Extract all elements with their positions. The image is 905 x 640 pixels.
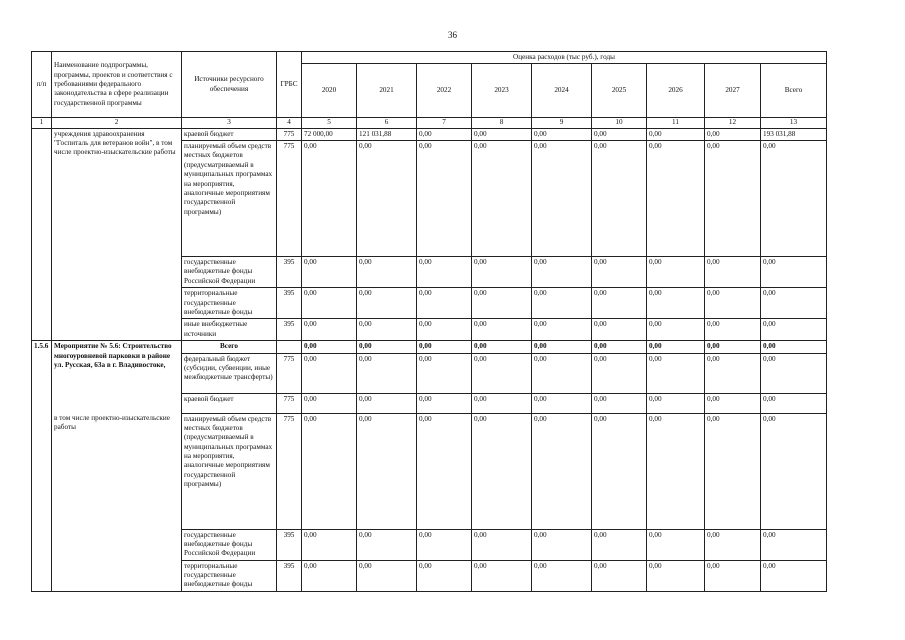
column-number: 9	[532, 118, 592, 128]
value-cell: 0,00	[417, 128, 472, 140]
value-cell: 0,00	[357, 393, 417, 413]
value-cell: 0,00	[417, 560, 472, 591]
value-cell: 0,00	[705, 319, 761, 341]
value-cell: 0,00	[417, 257, 472, 288]
header-source: Источники ресурсного обеспечения	[182, 52, 277, 118]
value-cell: 0,00	[472, 353, 532, 393]
grbs-cell: 395	[277, 560, 302, 591]
header-year: 2021	[357, 64, 417, 118]
column-numbers-row	[32, 118, 827, 128]
value-cell: 0,00	[472, 319, 532, 341]
header-year: 2027	[705, 64, 761, 118]
grbs-cell: 395	[277, 529, 302, 560]
value-cell: 0,00	[357, 529, 417, 560]
total-cell: 0,00	[761, 529, 827, 560]
value-cell: 0,00	[647, 257, 705, 288]
header-name: Наименование подпрограммы, программы, проектов и соответствия с требованиями федерального законодательства в сфере реализации государственной программы	[52, 52, 182, 118]
value-cell: 0,00	[592, 128, 647, 140]
source-cell: планируемый объем средств местных бюджетов (предусматриваемый в муниципальных программах на мероприятия, аналогичные мероприятиям государственной программы)	[182, 413, 277, 529]
value-cell: 0,00	[592, 257, 647, 288]
grbs-cell: 775	[277, 128, 302, 140]
value-cell: 0,00	[705, 413, 761, 529]
value-cell: 0,00	[302, 393, 357, 413]
value-cell: 0,00	[472, 560, 532, 591]
value-cell: 0,00	[592, 141, 647, 257]
value-cell: 0,00	[357, 341, 417, 353]
value-cell: 0,00	[592, 393, 647, 413]
value-cell: 0,00	[647, 128, 705, 140]
value-cell: 0,00	[532, 560, 592, 591]
value-cell: 0,00	[592, 560, 647, 591]
source-cell: территориальные государственные внебюджетные фонды	[182, 288, 277, 319]
header-year: 2024	[532, 64, 592, 118]
expense-table	[31, 51, 827, 592]
column-number: 11	[647, 118, 705, 128]
value-cell: 0,00	[647, 413, 705, 529]
value-cell: 0,00	[592, 341, 647, 353]
value-cell: 0,00	[472, 257, 532, 288]
grbs-cell: 775	[277, 413, 302, 529]
header-year: 2025	[592, 64, 647, 118]
value-cell: 0,00	[472, 341, 532, 353]
source-cell: территориальные государственные внебюджетные фонды	[182, 560, 277, 591]
value-cell: 0,00	[417, 288, 472, 319]
value-cell: 0,00	[357, 288, 417, 319]
column-number: 4	[277, 118, 302, 128]
header-year: 2023	[472, 64, 532, 118]
grbs-cell: 395	[277, 257, 302, 288]
grbs-cell	[277, 341, 302, 353]
value-cell: 0,00	[705, 288, 761, 319]
column-number: 1	[32, 118, 52, 128]
value-cell: 0,00	[647, 529, 705, 560]
source-cell: государственные внебюджетные фонды Российской Федерации	[182, 257, 277, 288]
value-cell: 0,00	[592, 413, 647, 529]
value-cell: 0,00	[592, 319, 647, 341]
value-cell: 0,00	[417, 319, 472, 341]
column-number: 3	[182, 118, 277, 128]
header-grbs: ГРБС	[277, 52, 302, 118]
value-cell: 0,00	[357, 560, 417, 591]
table-row	[32, 128, 827, 140]
value-cell: 0,00	[357, 257, 417, 288]
grbs-cell: 395	[277, 288, 302, 319]
total-cell: 0,00	[761, 353, 827, 393]
total-cell: 0,00	[761, 413, 827, 529]
row-index: 1.5.6	[32, 341, 52, 592]
column-number: 5	[302, 118, 357, 128]
header-year: 2022	[417, 64, 472, 118]
value-cell: 0,00	[592, 288, 647, 319]
value-cell: 0,00	[705, 257, 761, 288]
value-cell: 0,00	[417, 393, 472, 413]
column-number: 13	[761, 118, 827, 128]
grbs-cell: 775	[277, 141, 302, 257]
value-cell: 0,00	[417, 341, 472, 353]
value-cell: 0,00	[302, 353, 357, 393]
total-cell: 0,00	[761, 393, 827, 413]
row-index	[32, 128, 52, 341]
column-number: 6	[357, 118, 417, 128]
value-cell: 121 031,88	[357, 128, 417, 140]
table-row	[32, 413, 827, 529]
value-cell: 0,00	[302, 319, 357, 341]
header-year: 2020	[302, 64, 357, 118]
value-cell: 0,00	[705, 341, 761, 353]
value-cell: 0,00	[532, 341, 592, 353]
total-label: Всего	[182, 341, 277, 353]
header-year: 2026	[647, 64, 705, 118]
activity-name: Мероприятие № 5.6: Строительство многоуровневой парковки в районе ул. Русская, 63а в г. Владивостоке,	[52, 341, 182, 413]
total-cell: 193 031,88	[761, 128, 827, 140]
value-cell: 0,00	[705, 529, 761, 560]
page-number: 36	[448, 30, 457, 40]
column-number: 10	[592, 118, 647, 128]
value-cell: 0,00	[647, 353, 705, 393]
source-cell: государственные внебюджетные фонды Российской Федерации	[182, 529, 277, 560]
value-cell: 0,00	[705, 353, 761, 393]
total-cell: 0,00	[761, 257, 827, 288]
value-cell: 0,00	[532, 393, 592, 413]
value-cell: 0,00	[417, 141, 472, 257]
total-cell: 0,00	[761, 560, 827, 591]
value-cell: 0,00	[705, 128, 761, 140]
value-cell: 0,00	[357, 413, 417, 529]
value-cell: 0,00	[302, 141, 357, 257]
value-cell: 0,00	[532, 141, 592, 257]
source-cell: краевой бюджет	[182, 393, 277, 413]
value-cell: 0,00	[417, 529, 472, 560]
header-index: п/п	[32, 52, 52, 118]
value-cell: 0,00	[302, 529, 357, 560]
source-cell: планируемый объем средств местных бюджетов (предусматриваемый в муниципальных программах на мероприятия, аналогичные мероприятиям государственной программы)	[182, 141, 277, 257]
value-cell: 0,00	[417, 413, 472, 529]
total-cell: 0,00	[761, 319, 827, 341]
value-cell: 0,00	[357, 319, 417, 341]
value-cell: 0,00	[532, 353, 592, 393]
source-cell: краевой бюджет	[182, 128, 277, 140]
value-cell: 0,00	[647, 141, 705, 257]
value-cell: 72 000,00	[302, 128, 357, 140]
column-number: 7	[417, 118, 472, 128]
total-cell: 0,00	[761, 141, 827, 257]
value-cell: 0,00	[472, 393, 532, 413]
value-cell: 0,00	[302, 288, 357, 319]
value-cell: 0,00	[705, 141, 761, 257]
value-cell: 0,00	[417, 353, 472, 393]
value-cell: 0,00	[532, 288, 592, 319]
source-cell: федеральный бюджет (субсидии, субвенции, иные межбюджетные трансферты)	[182, 353, 277, 393]
value-cell: 0,00	[357, 141, 417, 257]
value-cell: 0,00	[472, 128, 532, 140]
value-cell: 0,00	[302, 560, 357, 591]
grbs-cell: 775	[277, 393, 302, 413]
value-cell: 0,00	[532, 413, 592, 529]
activity-name-continued: в том числе проектно-изыскательские работы	[52, 413, 182, 591]
value-cell: 0,00	[472, 413, 532, 529]
value-cell: 0,00	[302, 257, 357, 288]
value-cell: 0,00	[472, 141, 532, 257]
value-cell: 0,00	[647, 288, 705, 319]
header-total: Всего	[761, 64, 827, 118]
value-cell: 0,00	[647, 341, 705, 353]
value-cell: 0,00	[532, 529, 592, 560]
grbs-cell: 775	[277, 353, 302, 393]
value-cell: 0,00	[302, 413, 357, 529]
table-row-total	[32, 341, 827, 353]
value-cell: 0,00	[647, 319, 705, 341]
activity-name: учреждения здравоохранения "Госпиталь для ветеранов войн", в том числе проектно-изыскательские работы	[52, 128, 182, 341]
column-number: 12	[705, 118, 761, 128]
total-cell: 0,00	[761, 341, 827, 353]
value-cell: 0,00	[705, 393, 761, 413]
source-cell: иные внебюджетные источники	[182, 319, 277, 341]
column-number: 8	[472, 118, 532, 128]
total-cell: 0,00	[761, 288, 827, 319]
header-estimates: Оценка расходов (тыс руб.), годы	[302, 52, 827, 64]
grbs-cell: 395	[277, 319, 302, 341]
value-cell: 0,00	[592, 353, 647, 393]
value-cell: 0,00	[302, 341, 357, 353]
value-cell: 0,00	[647, 560, 705, 591]
value-cell: 0,00	[357, 353, 417, 393]
value-cell: 0,00	[532, 128, 592, 140]
value-cell: 0,00	[705, 560, 761, 591]
value-cell: 0,00	[647, 393, 705, 413]
value-cell: 0,00	[592, 529, 647, 560]
value-cell: 0,00	[532, 257, 592, 288]
value-cell: 0,00	[532, 319, 592, 341]
value-cell: 0,00	[472, 529, 532, 560]
column-number: 2	[52, 118, 182, 128]
value-cell: 0,00	[472, 288, 532, 319]
